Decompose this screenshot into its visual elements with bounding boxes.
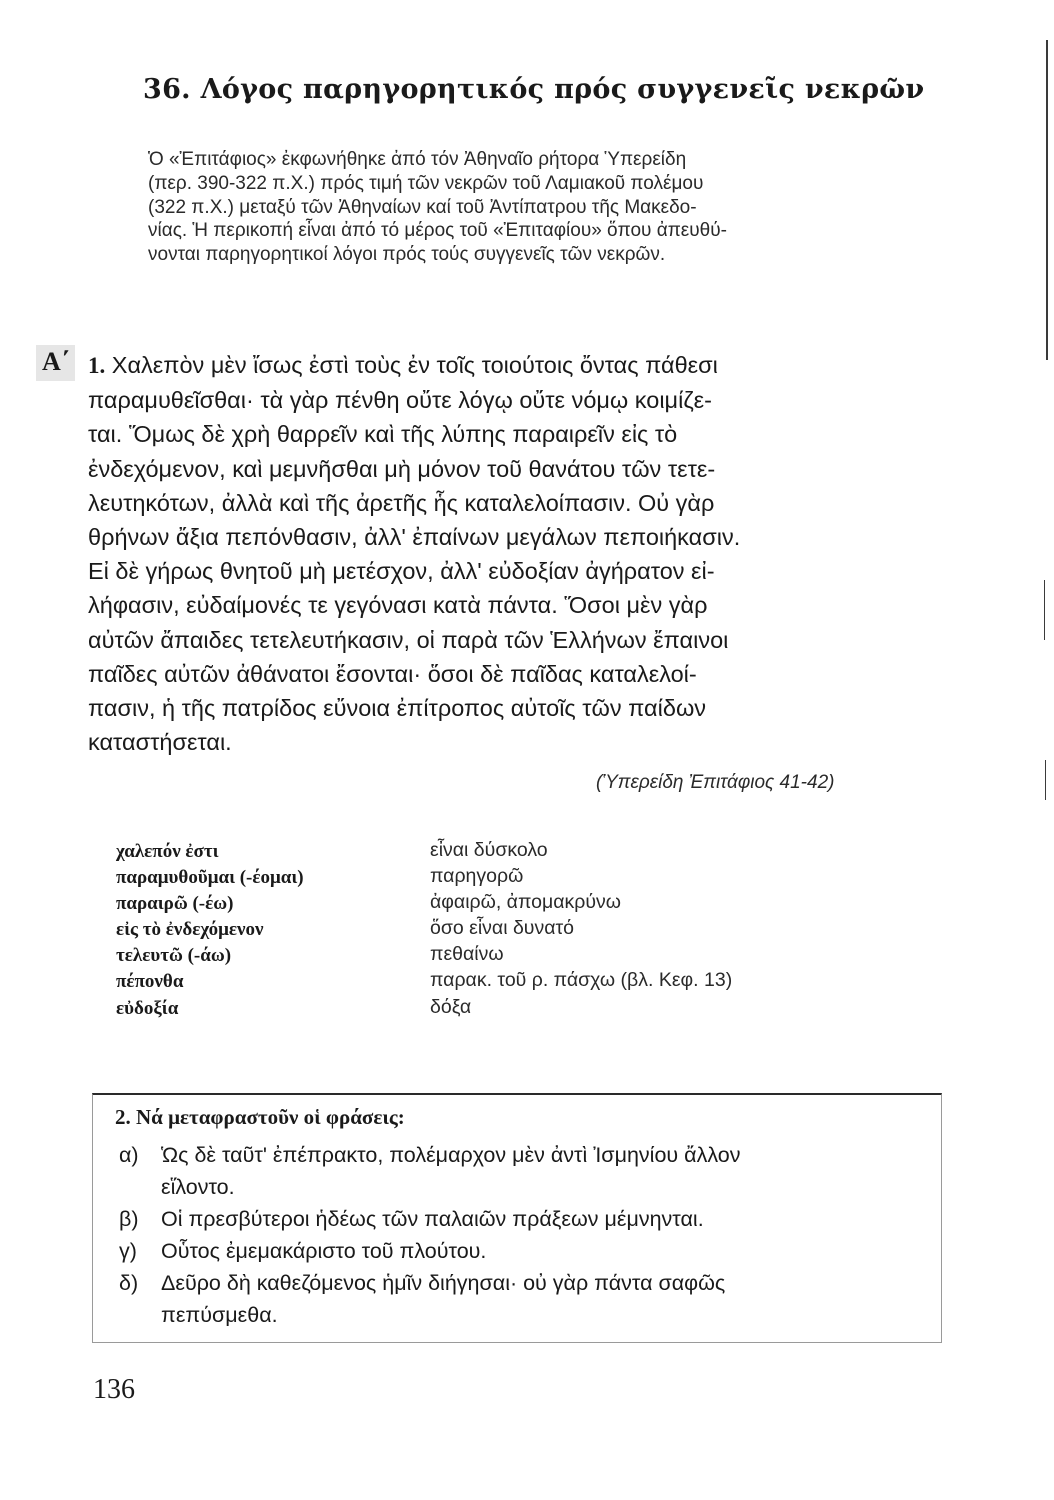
exercise-item [119, 1139, 929, 1203]
intro-line: Ὁ «Ἐπιτάφιος» ἐκφωνήθηκε ἀπό τόν Ἀθηναῖο ρήτορα Ὑπερείδη [148, 149, 687, 170]
passage-line: πασιν, ἡ τῆς πατρίδος εὔνοια ἐπίτροπος αὐτοῖς τῶν παίδων [88, 695, 707, 722]
vocab-row [116, 945, 876, 971]
vocab-definition: ὅσο εἶναι δυνατό [430, 917, 575, 940]
greek-passage [88, 348, 944, 759]
vocab-row [116, 867, 876, 893]
page-number: 136 [93, 1374, 135, 1405]
passage-line: θρήνων ἄξια πεπόνθασιν, ἀλλ' ἐπαίνων μεγάλων πεποιήκασιν. [88, 524, 741, 551]
vocab-term: παραμυθοῦμαι (-έομαι) [116, 867, 304, 889]
intro-line: νίας. Ἡ περικοπή εἶναι ἀπό τό μέρος τοῦ «Ἐπιταφίου» ὅπου ἀπευθύ- [148, 220, 727, 242]
vocab-term: πέπονθα [116, 971, 184, 993]
vocab-definition: πεθαίνω [430, 943, 504, 966]
scan-edge-mark [1046, 40, 1048, 360]
vocab-definition: παρηγορῶ [430, 865, 524, 888]
passage-line: καταστήσεται. [88, 729, 232, 756]
passage-number: 1. [88, 353, 106, 378]
passage-line: ται. Ὅμως δὲ χρὴ θαρρεῖν καὶ τῆς λύπης παραιρεῖν εἰς τὸ [88, 421, 678, 448]
section-marker: Α΄ [36, 345, 75, 381]
passage-line: Εἰ δὲ γήρως θνητοῦ μὴ μετέσχον, ἀλλ' εὐδοξίαν ἀγήρατον εἰ- [88, 558, 715, 585]
exercise-list [119, 1139, 929, 1331]
intro-paragraph [148, 148, 923, 267]
intro-line: νονται παρηγορητικοί λόγοι πρός τούς συγγενεῖς τῶν νεκρῶν. [148, 244, 666, 266]
exercise-item [119, 1203, 929, 1235]
passage-line: ἐνδεχόμενον, καὶ μεμνῆσθαι μὴ μόνον τοῦ θανάτου τῶν τετε- [88, 455, 716, 482]
vocab-row [116, 893, 876, 919]
vocab-term: τελευτῶ (-άω) [116, 945, 232, 967]
source-citation: (Ὑπερείδη Ἐπιτάφιος 41-42) [596, 772, 835, 793]
item-line: Ὡς δὲ ταῦτ' ἐπέπρακτο, πολέμαρχον μὲν ἀντὶ Ἰσμηνίου ἄλλον [161, 1143, 741, 1167]
vocab-definition: ἀφαιρῶ, ἀπομακρύνω [430, 891, 621, 914]
item-line: Δεῦρο δὴ καθεζόμενος ἡμῖν διήγησαι· οὐ γὰρ πάντα σαφῶς [161, 1271, 726, 1295]
vocab-definition: δόξα [430, 995, 472, 1018]
vocabulary-list [116, 841, 876, 1024]
intro-line: (322 π.Χ.) μεταξύ τῶν Ἀθηναίων καί τοῦ Ἀντίπατρου τῆς Μακεδο- [148, 196, 697, 218]
vocab-definition: εἶναι δύσκολο [430, 839, 548, 861]
exercise-title: 2. Νά μεταφραστοῦν οἱ φράσεις: [115, 1105, 405, 1129]
passage-line: αὐτῶν ἄπαιδες τετελευτήκασιν, οἱ παρὰ τῶν Ἑλλήνων ἔπαινοι [88, 626, 729, 653]
item-line: Οἱ πρεσβύτεροι ἡδέως τῶν παλαιῶν πράξεων μέμνηνται. [161, 1207, 704, 1231]
scan-edge-mark [1045, 760, 1046, 800]
vocab-row [116, 995, 876, 1024]
passage-first-line: Χαλεπὸν μὲν ἴσως ἐστὶ τοὺς ἐν τοῖς τοιούτοις ὄντας πάθεσι [111, 352, 718, 378]
passage-line: λήφασιν, εὐδαίμονές τε γεγόνασι κατὰ πάντα. Ὅσοι μὲν γὰρ [88, 592, 708, 619]
item-letter: δ) [119, 1271, 139, 1295]
chapter-title: 36. Λόγος παρηγορητικός πρός συγγενεῖς νεκρῶν [143, 74, 925, 105]
intro-line: (περ. 390-322 π.Χ.) πρός τιμή τῶν νεκρῶν τοῦ Λαμιακοῦ πολέμου [148, 172, 704, 194]
exercise-item [119, 1267, 929, 1331]
item-letter: γ) [119, 1239, 137, 1263]
exercise-box [92, 1093, 942, 1343]
vocab-row [116, 971, 876, 997]
vocab-term: εἰς τὸ ἐνδεχόμενον [116, 919, 264, 941]
item-line: πεπύσμεθα. [161, 1303, 278, 1327]
exercise-item [119, 1235, 929, 1267]
passage-line: λευτηκότων, ἀλλὰ καὶ τῆς ἀρετῆς ἧς καταλελοίπασιν. Οὐ γὰρ [88, 489, 715, 516]
passage-line: παραμυθεῖσθαι· τὰ γὰρ πένθη οὔτε λόγῳ οὔτε νόμῳ κοιμίζε- [88, 387, 712, 414]
item-letter: β) [119, 1207, 139, 1231]
vocab-definition: παρακ. τοῦ ρ. πάσχω (βλ. Κεφ. 13) [430, 969, 733, 992]
passage-line: παῖδες αὐτῶν ἀθάνατοι ἔσονται· ὅσοι δὲ παῖδας καταλελοί- [88, 660, 697, 687]
vocab-term: χαλεπόν ἐστι [116, 841, 219, 862]
item-line: εἵλοντο. [161, 1175, 235, 1199]
item-letter: α) [119, 1143, 139, 1167]
vocab-row [116, 919, 876, 945]
scan-edge-mark [1044, 580, 1045, 640]
item-line: Οὗτος ἐμεμακάριστο τοῦ πλούτου. [161, 1239, 487, 1263]
vocab-term: παραιρῶ (-έω) [116, 893, 234, 915]
vocab-term: εὐδοξία [116, 997, 179, 1019]
passage-line [88, 348, 944, 383]
vocab-row [116, 841, 876, 867]
